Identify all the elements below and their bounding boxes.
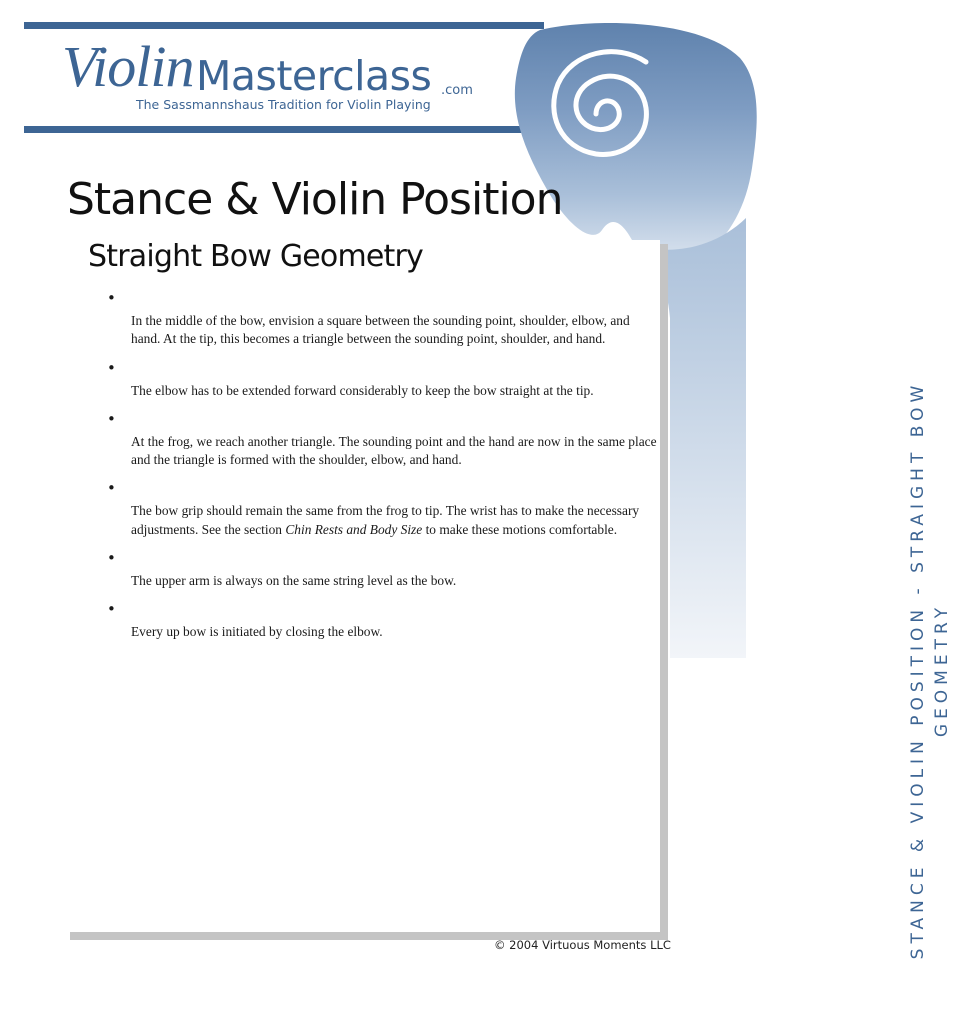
- list-item: [106, 358, 662, 400]
- bullet-text: Every up bow is initiated by closing the elbow.: [131, 624, 383, 640]
- bullet-icon: •: [107, 409, 116, 428]
- list-item: [106, 479, 662, 539]
- list-item: [106, 600, 662, 641]
- bullet-text: The upper arm is always on the same string level as the bow.: [131, 573, 457, 589]
- logo-dotcom: .com: [441, 83, 473, 98]
- bullet-text-before: The bow grip should remain the same from the frog to tip. The wrist has to make the necessary adjustments. See the section: [131, 503, 640, 537]
- bullet-list: [106, 289, 662, 661]
- bullet-text: [131, 488, 662, 539]
- logo-masterclass-wordmark: Masterclass: [196, 52, 432, 100]
- bullet-icon: •: [107, 549, 116, 568]
- vertical-section-label: [906, 370, 966, 970]
- vertical-label-line1: STANCE & VIOLIN POSITION - STRAIGHT BOW: [908, 380, 928, 960]
- header-top-rule: [24, 22, 544, 29]
- section-reference: Chin Rests and Body Size: [285, 521, 423, 537]
- bullet-text: In the middle of the bow, envision a square between the sounding point, shoulder, elbow, and hand. At the tip, this becomes a triangle between the sounding point, shoulder, and hand.: [131, 313, 630, 347]
- bullet-icon: •: [107, 600, 116, 619]
- bullet-text: The elbow has to be extended forward considerably to keep the bow straight at the tip.: [131, 382, 594, 398]
- header-bottom-rule: [24, 126, 524, 133]
- page-subtitle: Straight Bow Geometry: [88, 239, 424, 274]
- bullet-icon: •: [107, 358, 116, 377]
- list-item: [106, 289, 662, 349]
- list-item: [106, 549, 662, 590]
- logo-tagline: The Sassmannshaus Tradition for Violin Playing: [136, 97, 431, 112]
- vertical-label-line2: GEOMETRY: [932, 602, 952, 738]
- copyright-footer: © 2004 Virtuous Moments LLC: [494, 938, 671, 952]
- bullet-icon: •: [107, 289, 116, 307]
- list-item: [106, 409, 662, 470]
- bullet-text-after: to make these motions comfortable.: [422, 521, 618, 537]
- page-title: Stance & Violin Position: [67, 174, 563, 225]
- bullet-text: At the frog, we reach another triangle. The sounding point and the hand are now in the same place and the triangle is formed with the shoulder, elbow, and hand.: [131, 433, 657, 468]
- bullet-icon: •: [107, 479, 116, 498]
- logo-violin-wordmark: Violin: [62, 34, 194, 99]
